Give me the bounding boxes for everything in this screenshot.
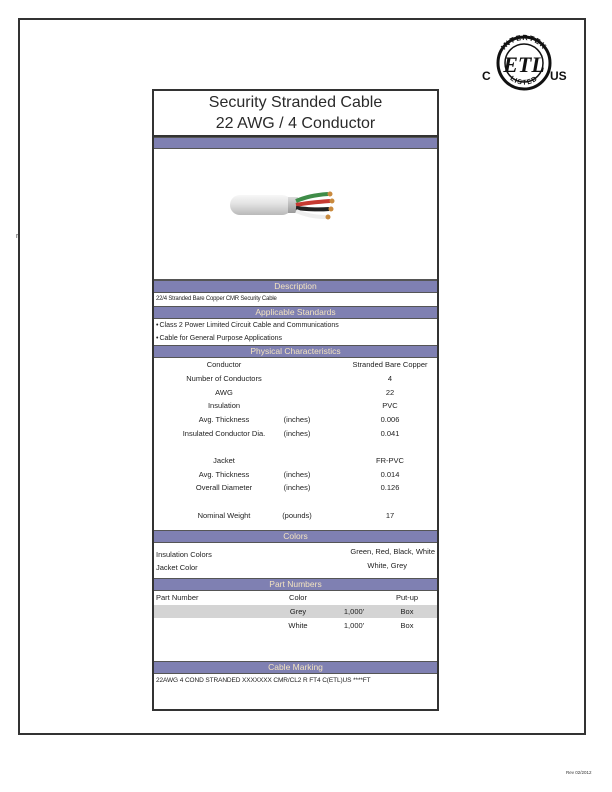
physical-row: Conductor Stranded Bare Copper <box>206 360 428 369</box>
colors-header: Colors <box>154 530 437 543</box>
standard-item: • Cable for General Purpose Applications <box>154 332 437 345</box>
description-text: 22/4 Stranded Bare Copper CMR Security Cable <box>156 296 277 302</box>
colors-table <box>154 543 437 578</box>
physical-row: Avg. Thickness (inches) 0.014 <box>198 470 400 479</box>
marking-header: Cable Marking <box>154 661 437 674</box>
physical-row: Number of Conductors 4 <box>186 374 393 383</box>
insulation-colors-value: Green, Red, Black, White <box>350 547 435 556</box>
title-block <box>154 91 437 137</box>
physical-table <box>154 358 437 530</box>
standards-header: Applicable Standards <box>154 306 437 319</box>
parts-table <box>154 591 437 661</box>
etl-mark: ETL <box>503 52 545 77</box>
physical-row: Nominal Weight (pounds) 17 <box>197 511 395 520</box>
physical-row: AWG 22 <box>215 388 395 397</box>
physical-row: Insulation PVC <box>207 401 398 410</box>
etl-right-letters: US <box>550 69 567 83</box>
insulation-colors-label: Insulation Colors <box>156 550 212 559</box>
parts-column-headers: Part Number Color Put-up <box>156 593 419 602</box>
etl-bottom-text: LISTED <box>508 75 540 87</box>
spec-sheet <box>152 89 439 711</box>
cable-photo <box>154 149 437 280</box>
etl-top-text: INTERTEK <box>498 32 549 52</box>
description-header: Description <box>154 280 437 293</box>
cable-marking-text: 22AWG 4 COND STRANDED XXXXXXX CMR/CL2 R FT4 C(ETL)US ****FT <box>156 677 371 684</box>
parts-row: Grey 1,000' Box <box>154 605 437 618</box>
parts-header: Part Numbers <box>154 578 437 591</box>
physical-row: Insulated Conductor Dia. (inches) 0.041 <box>182 429 400 438</box>
etl-left-letter: C <box>482 69 491 83</box>
physical-row: Jacket FR-PVC <box>213 456 404 465</box>
image-header-band <box>154 137 437 149</box>
stray-mark: r <box>16 233 19 240</box>
physical-header: Physical Characteristics <box>154 345 437 358</box>
etl-listed-logo <box>478 30 572 92</box>
physical-row: Overall Diameter (inches) 0.126 <box>195 483 400 492</box>
parts-row: White 1,000' Box <box>288 621 414 630</box>
product-title: Security Stranded Cable <box>208 94 383 111</box>
physical-row: Avg. Thickness (inches) 0.006 <box>198 415 400 424</box>
revision-note: Rev 02/2012 <box>566 770 592 775</box>
jacket-color-label: Jacket Color <box>156 563 198 572</box>
standard-item: • Class 2 Power Limited Circuit Cable and Communications <box>154 319 437 332</box>
product-subtitle: 22 AWG / 4 Conductor <box>215 115 376 132</box>
cable-illustration <box>154 149 437 279</box>
jacket-color-value: White, Grey <box>367 561 407 570</box>
